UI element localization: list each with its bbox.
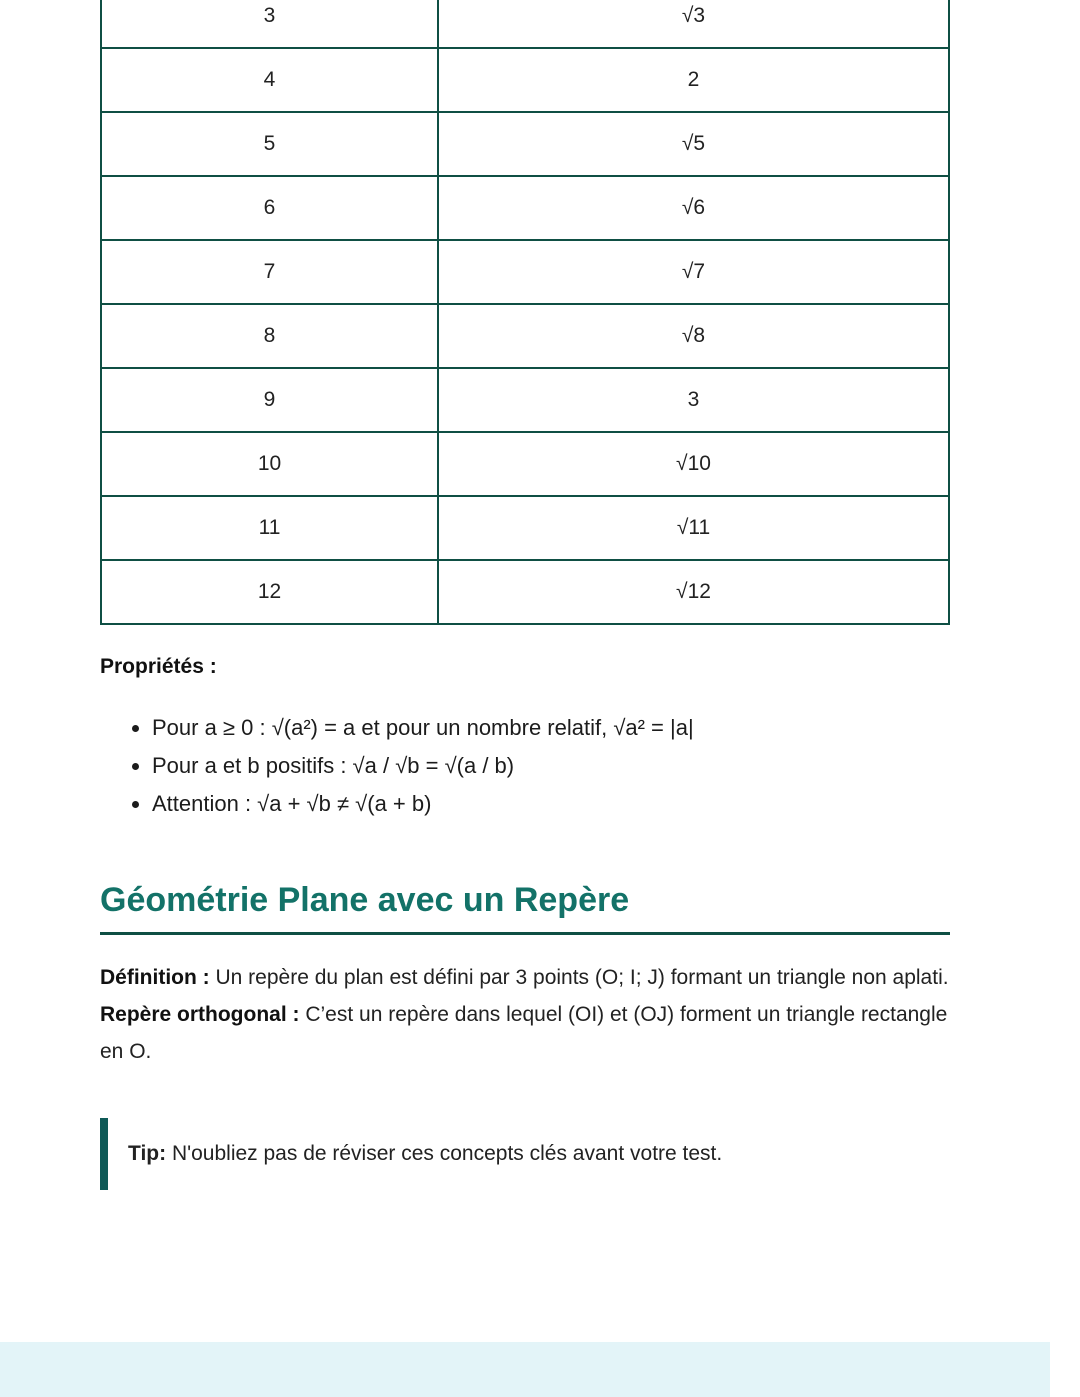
sqrt-cell: 3 [438,368,949,432]
list-item: • Pour a et b positifs : √a / √b = √(a / b) [152,747,950,785]
number-cell: 6 [101,176,438,240]
tip-label: Tip: [128,1142,167,1165]
document-content [100,0,950,1190]
number-cell: 3 [101,0,438,48]
tip-text: N'oubliez pas de réviser ces concepts clés avant votre test. [166,1142,723,1165]
list-item: • Pour a ≥ 0 : √(a²) = a et pour un nombre relatif, √a² = |a| [152,709,950,747]
orthogonal-text: C’est un repère dans lequel (OI) et (OJ) forment un triangle rectangle en O. [100,1003,948,1063]
number-cell: 10 [101,432,438,496]
number-cell: 8 [101,304,438,368]
table-row [101,48,949,112]
table-row [101,368,949,432]
sqrt-cell: √3 [438,0,949,48]
properties-list [100,709,950,823]
table-row [101,176,949,240]
sqrt-cell: √6 [438,176,949,240]
section-heading: Géométrie Plane avec un Repère [100,881,950,935]
definition-label: Définition : [100,966,210,989]
number-cell: 9 [101,368,438,432]
sqrt-cell: 2 [438,48,949,112]
table-row [101,560,949,624]
table-row [101,432,949,496]
number-cell: 11 [101,496,438,560]
number-cell: 12 [101,560,438,624]
sqrt-cell: √5 [438,112,949,176]
number-cell: 5 [101,112,438,176]
orthogonal-label: Repère orthogonal : [100,1003,300,1026]
sqrt-cell: √7 [438,240,949,304]
table-row [101,496,949,560]
table-row [101,304,949,368]
sqrt-cell: √10 [438,432,949,496]
definitions [100,959,950,1070]
number-cell: 4 [101,48,438,112]
sqrt-cell: √12 [438,560,949,624]
table-row [101,240,949,304]
square-root-table [100,0,950,625]
definition-text: Un repère du plan est défini par 3 points (O; I; J) formant un triangle non aplati. [209,966,949,989]
sqrt-cell: √8 [438,304,949,368]
properties-title: Propriétés : [100,655,217,678]
tip-callout [100,1118,950,1190]
list-item: • Attention : √a + √b ≠ √(a + b) [152,785,950,823]
number-cell: 7 [101,240,438,304]
sqrt-cell: √11 [438,496,949,560]
table-row [101,0,949,48]
table-row [101,112,949,176]
footer-band [0,1342,1050,1397]
